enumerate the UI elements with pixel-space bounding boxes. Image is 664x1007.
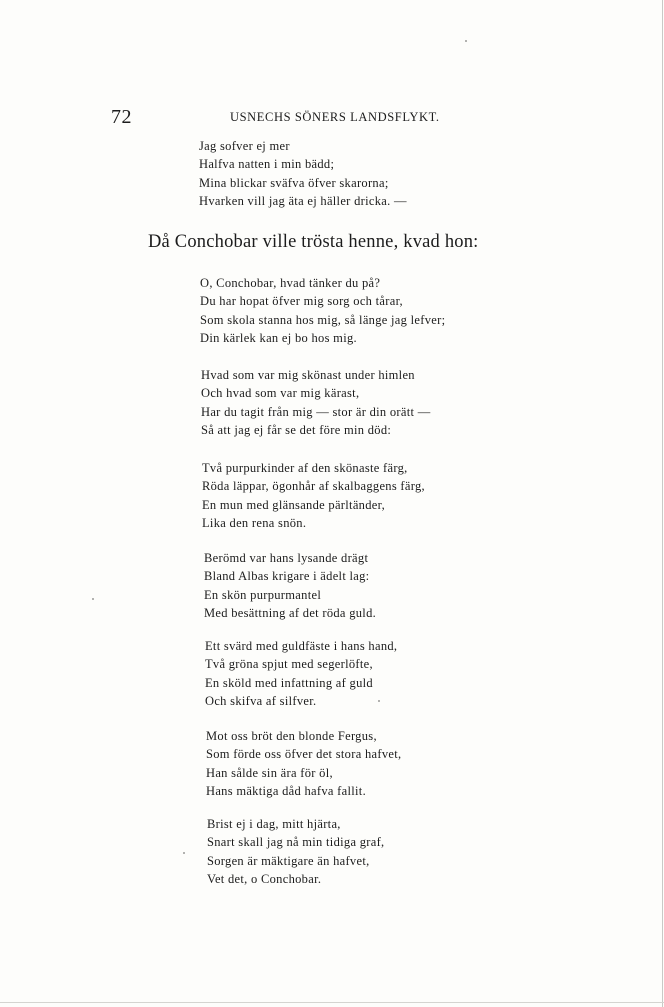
verse-line: Berömd var hans lysande drägt	[204, 551, 369, 565]
verse-line: En sköld med infattning af guld	[205, 675, 373, 690]
page-number: 72	[111, 106, 132, 128]
verse-line: Hvad som var mig skönast under himlen	[201, 368, 415, 382]
stanza-5	[205, 637, 397, 710]
verse-line: Bland Albas krigare i ädelt lag:	[204, 569, 370, 584]
verse-line: Han sålde sin ära för öl,	[206, 765, 333, 780]
verse-line: Två purpurkinder af den skönaste färg,	[202, 461, 408, 475]
verse-line: Halfva natten i min bädd;	[199, 157, 335, 172]
verse-line: Ett svärd med guldfäste i hans hand,	[205, 639, 398, 653]
verse-line: Jag sofver ej mer	[199, 139, 290, 153]
stanza-1	[200, 274, 445, 347]
running-head: USNECHS SÖNERS LANDSFLYKT.	[230, 110, 440, 124]
poem-opening-stanza	[199, 137, 407, 210]
verse-line: Hans mäktiga dåd hafva fallit.	[206, 783, 366, 798]
verse-line: Mot oss bröt den blonde Fergus,	[206, 729, 377, 743]
verse-line: Du har hopat öfver mig sorg och tårar,	[200, 294, 403, 309]
stanza-2	[201, 366, 431, 439]
speck	[92, 598, 94, 600]
verse-line: Med besättning af det röda guld.	[204, 605, 377, 620]
verse-line: Lika den rena snön.	[202, 515, 307, 530]
intro-line: Då Conchobar ville trösta henne, kvad hon:	[148, 232, 479, 252]
verse-line: Brist ej i dag, mitt hjärta,	[207, 817, 341, 831]
verse-line: En skön purpurmantel	[204, 587, 322, 602]
verse-line: Vet det, o Conchobar.	[207, 871, 322, 886]
verse-line: Hvarken vill jag äta ej häller dricka. —	[199, 193, 407, 208]
verse-line: O, Conchobar, hvad tänker du på?	[200, 276, 381, 290]
speck	[183, 852, 185, 854]
page-edge-bottom	[0, 1002, 664, 1003]
verse-line: Mina blickar sväfva öfver skarorna;	[199, 175, 389, 190]
verse-line: Snart skall jag nå min tidiga graf,	[207, 835, 385, 850]
verse-line: Röda läppar, ögonhår af skalbaggens färg,	[202, 479, 425, 494]
page-edge-right	[662, 0, 663, 1007]
stanza-3	[202, 459, 425, 532]
verse-line: Din kärlek kan ej bo hos mig.	[200, 330, 357, 345]
verse-line: Och hvad som var mig kärast,	[201, 386, 360, 401]
verse-line: En mun med glänsande pärltänder,	[202, 497, 386, 512]
stanza-4	[204, 549, 376, 622]
stanza-6	[206, 727, 401, 800]
verse-line: Som skola stanna hos mig, så länge jag lefver;	[200, 312, 446, 327]
verse-line: Sorgen är mäktigare än hafvet,	[207, 853, 370, 868]
verse-line: Två gröna spjut med segerlöfte,	[205, 657, 373, 672]
verse-line: Har du tagit från mig — stor är din orätt —	[201, 404, 431, 419]
stanza-7	[207, 815, 384, 888]
verse-line: Och skifva af silfver.	[205, 693, 317, 708]
speck	[465, 40, 467, 42]
verse-line: Så att jag ej får se det före min död:	[201, 422, 392, 437]
verse-line: Som förde oss öfver det stora hafvet,	[206, 747, 402, 762]
